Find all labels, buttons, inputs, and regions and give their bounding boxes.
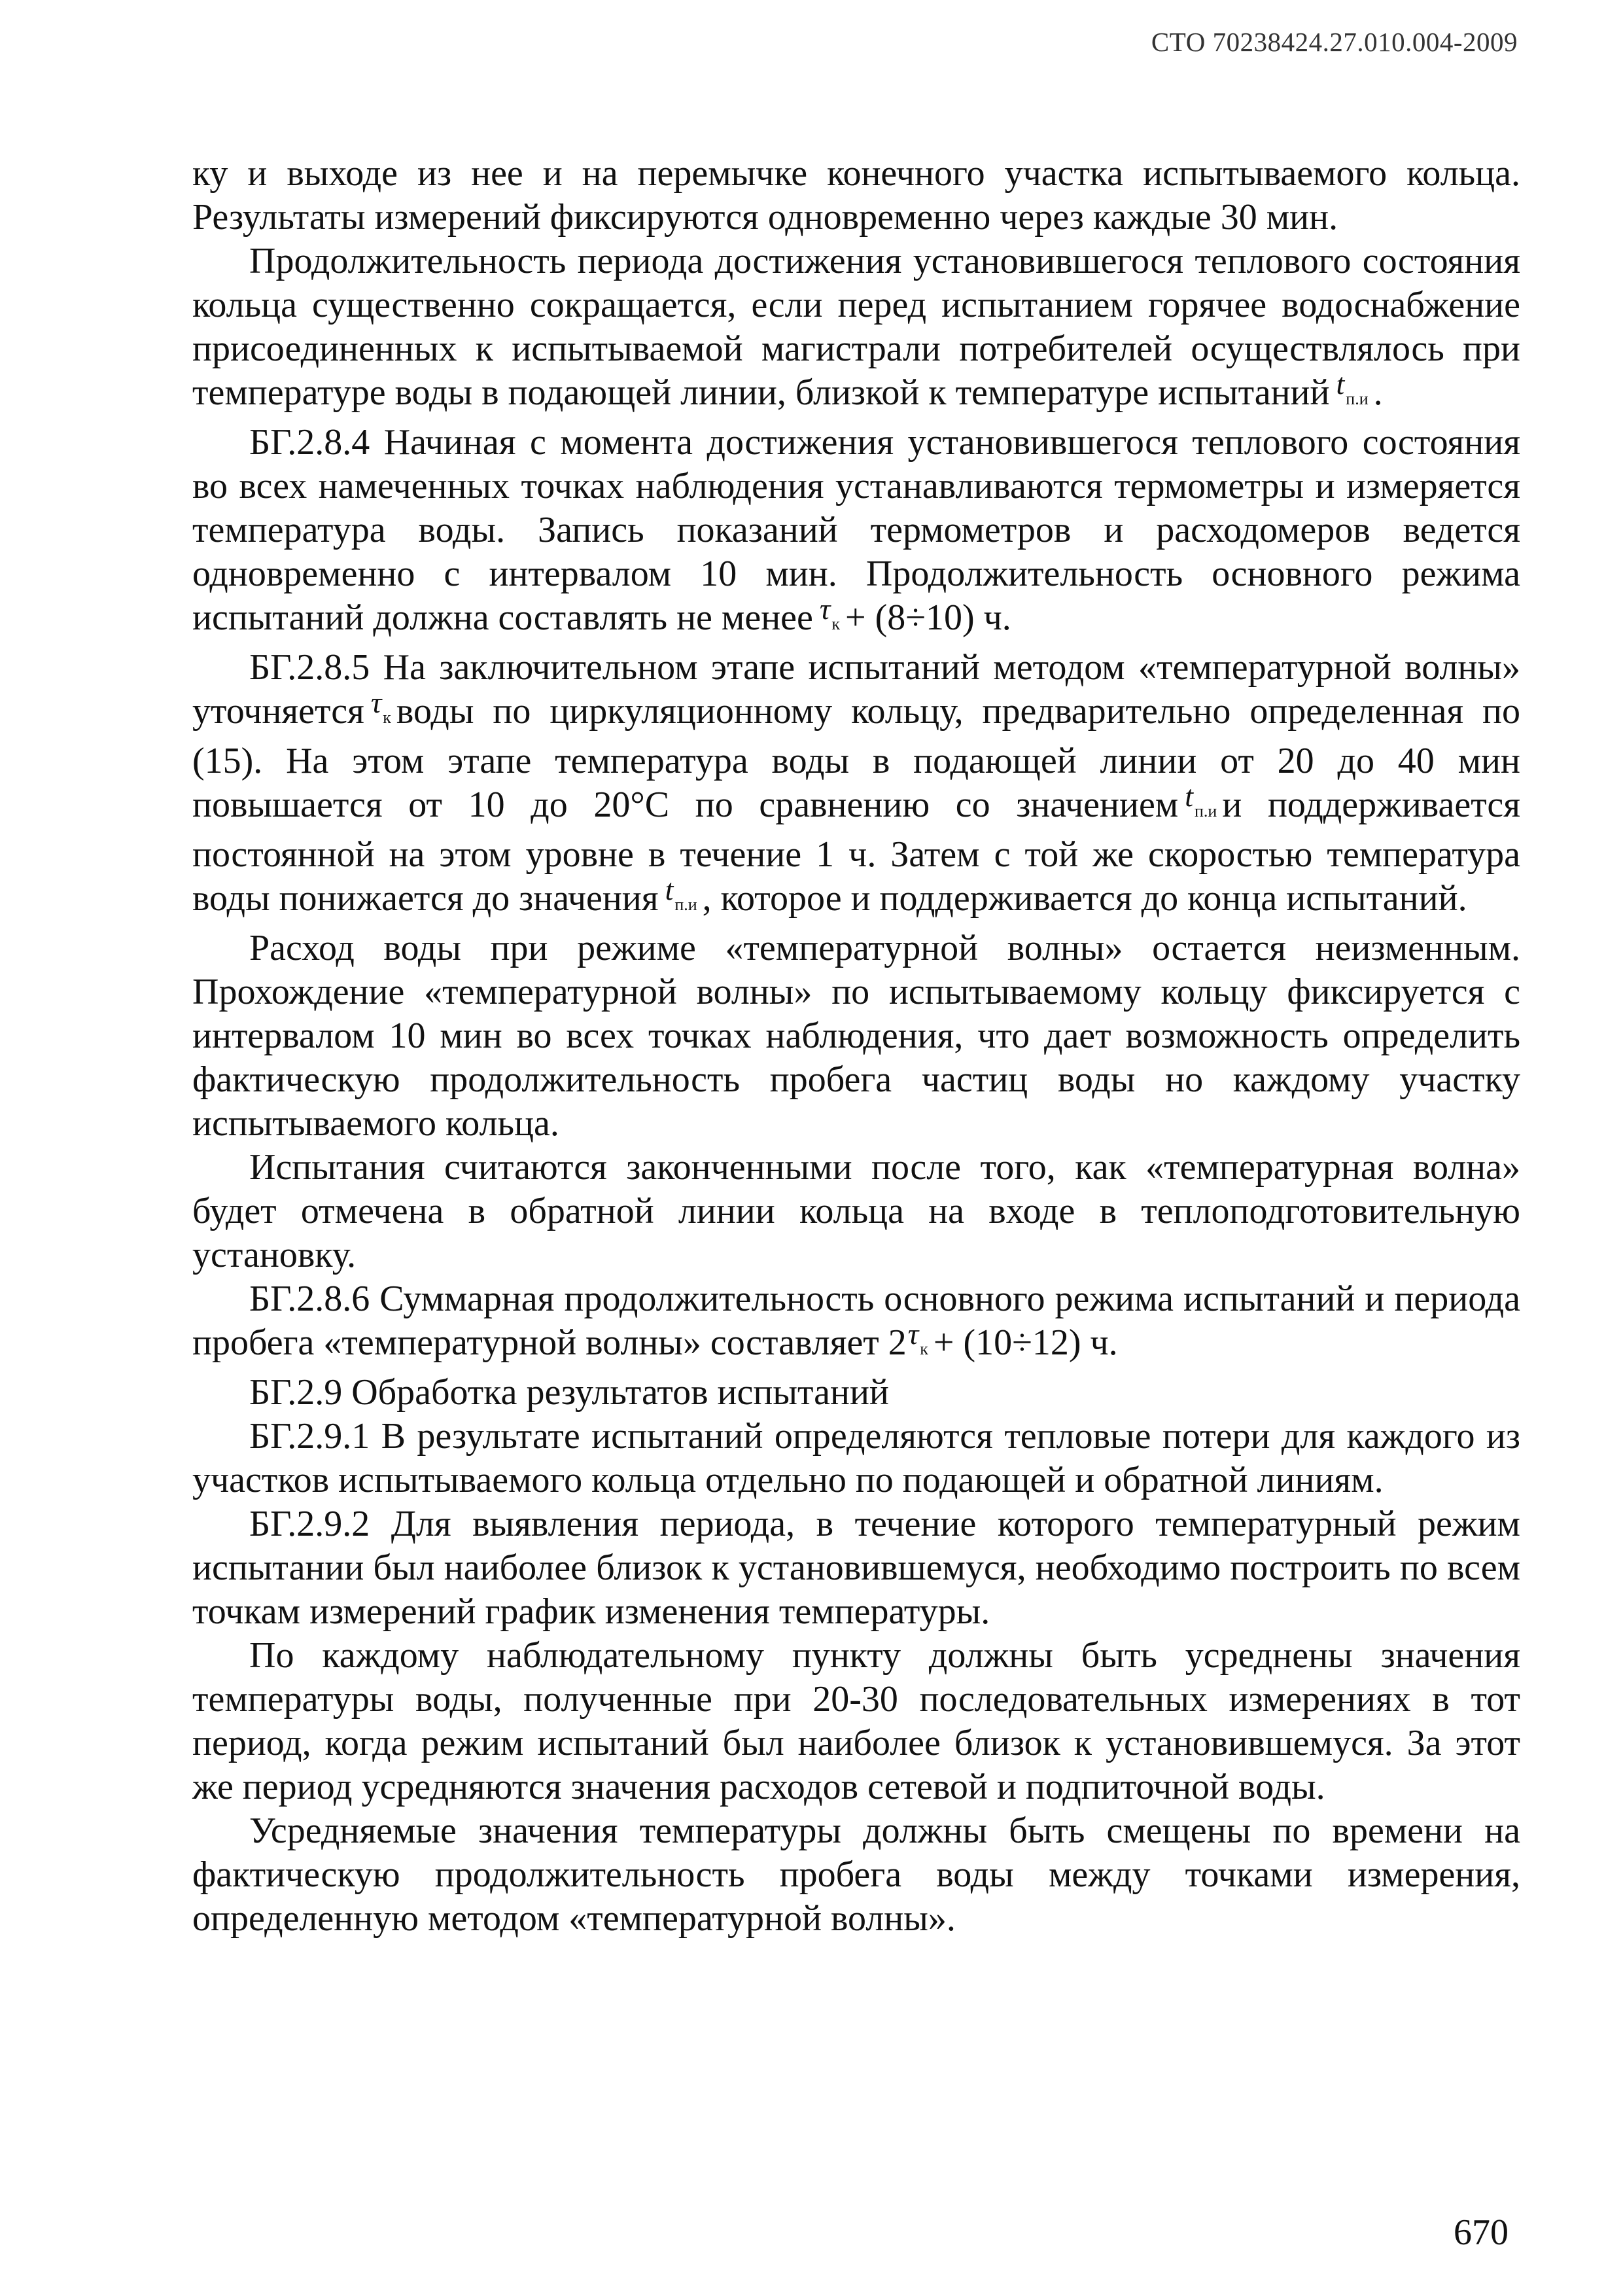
paragraph-2 (192, 239, 1520, 421)
paragraph-bg-2-8-4-text: БГ.2.8.4 Начиная с момента достижения установившегося теплового состояния во всех намеченных точках наблюдения устанавливаются термометры и измеряется температура воды. Запись показаний термометров и расходомеров ведется одновременно с интервалом 10 мин. Продолжительность основного режима испытаний должна составлять не менее (192, 422, 1520, 638)
paragraph-bg-2-8-5-text-d: , которое и поддерживается до конца испытаний. (702, 878, 1467, 919)
paragraph-bg-2-8-4 (192, 421, 1520, 646)
paragraph-tests-completed: Испытания считаются законченными после того, как «температурная волна» будет отмечена в обратной линии кольца на входе в теплоподготовительную установку. (192, 1147, 1520, 1275)
paragraph-bg-2-8-4-end: + (8÷10) ч. (845, 597, 1011, 638)
formula-subscript: п.и (1195, 802, 1217, 821)
formula-subscript: п.и (674, 895, 697, 914)
paragraph-1: ку и выходе из нее и на перемычке конечного участка испытываемого кольца. Результаты измерений фиксируются одновременно через каждые 30 мин. (192, 153, 1520, 238)
formula-tau-symbol: τ (907, 1317, 919, 1351)
formula-t-symbol: t (1336, 367, 1345, 400)
document-code-header: СТО 70238424.27.010.004-2009 (1151, 27, 1518, 57)
paragraph-bg-2-8-6-end: + (10÷12) ч. (933, 1322, 1118, 1363)
paragraph-bg-2-8-5-text-c: и поддерживается постоянной на этом уровне в течение 1 ч. Затем с той же скоростью температура воды понижается до значения (192, 785, 1520, 919)
paragraph-bg-2-8-6-text: БГ.2.8.6 Суммарная продолжительность основного режима испытаний и периода пробега «температурной волны» составляет 2 (192, 1279, 1520, 1363)
formula-subscript: п.и (1346, 389, 1369, 408)
paragraph-bg-2-8-6 (192, 1277, 1520, 1371)
formula-tau-symbol: τ (370, 686, 382, 719)
formula-subscript: к (920, 1339, 928, 1358)
paragraph-averaging: По каждому наблюдательному пункту должны быть усреднены значения температуры воды, полученные при 20-30 последовательных измерениях в тот период, когда режим испытаний был наиболее близок к установившемуся. За этот же период усредняются значения расходов сетевой и подпиточной воды. (192, 1635, 1520, 1807)
page-number: 670 (1454, 2212, 1509, 2253)
formula-subscript: к (831, 614, 840, 633)
formula-tau-symbol: τ (819, 592, 831, 626)
formula-subscript: к (383, 708, 391, 727)
formula-t-symbol: t (1185, 779, 1194, 813)
section-heading-bg-2-9: БГ.2.9 Обработка результатов испытаний (249, 1372, 889, 1413)
formula-t-symbol: t (665, 873, 674, 906)
paragraph-flow-rate: Расход воды при режиме «температурной волны» остается неизменным. Прохождение «температурной волны» по испытываемому кольцу фиксируется с интервалом 10 мин во всех точках наблюдения, что дает возможность определить фактическую продолжительность пробега частиц воды но каждому участку испытываемого кольца. (192, 928, 1520, 1144)
paragraph-time-shift: Усредняемые значения температуры должны быть смещены по времени на фактическую продолжительность пробега воды между точками измерения, определенную методом «температурной волны». (192, 1810, 1520, 1939)
paragraph-bg-2-8-5-text-a: БГ.2.8.5 На заключительном этапе испытаний методом «температурной волны» уточняется (192, 647, 1520, 732)
paragraph-bg-2-8-5 (192, 646, 1520, 927)
paragraph-bg-2-9-2: БГ.2.9.2 Для выявления периода, в течение которого температурный режим испытании был наиболее близок к установившемуся, необходимо построить по всем точкам измерений график изменения температуры. (192, 1504, 1520, 1632)
paragraph-2-text: Продолжительность периода достижения установившегося теплового состояния кольца существенно сокращается, если перед испытанием горячее водоснабжение присоединенных к испытываемой магистрали потребителей осуществлялось при температуре воды в подающей линии, близкой к температуре испытаний (192, 241, 1520, 413)
paragraph-bg-2-8-5-text-b: воды по циркуляционному кольцу, предварительно определенная по (15). На этом этапе температура воды в подающей линии от 20 до 40 мин повышается от 10 до 20°С по сравнению со значением (192, 691, 1520, 825)
paragraph-2-end: . (1373, 372, 1383, 413)
paragraph-bg-2-9-1: БГ.2.9.1 В результате испытаний определяются тепловые потери для каждого из участков испытываемого кольца отдельно по подающей и обратной линиям. (192, 1416, 1520, 1500)
document-body (192, 152, 1520, 1941)
